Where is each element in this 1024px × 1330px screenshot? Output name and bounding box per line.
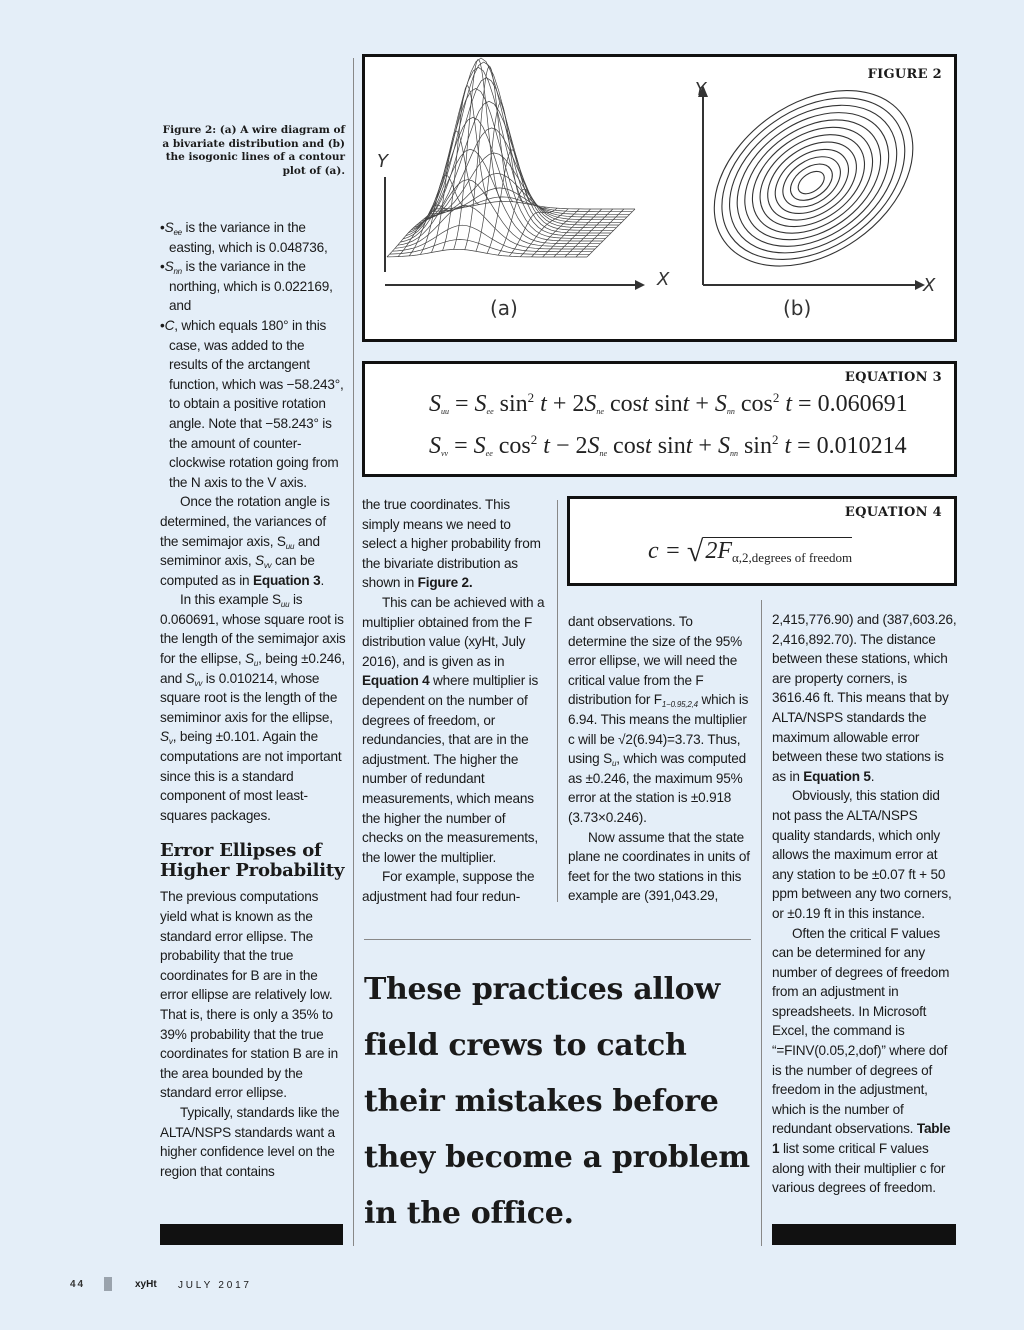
equation-4-subscript: α,2,degrees of freedom [732,550,853,565]
bullet-c: • C, which equals 180° in this case, was added to the results of the arctangent function, which was −58.243°, to obtain a positive rotation angle. Note that −58.243° is the amount of counter-clockwise rotation going from the N axis to the V axis. [160,316,346,492]
equation-4-lhs: c = [648,538,681,564]
paragraph: The previous computations yield what is known as the standard error ellipse. The probability that the true coordinates for B are in the error ellipse are relatively low. That is, there is only a 35% to 39% probability that the true coordinates for station B are in the area bounded by the standard error ellipse. [160,889,338,1101]
decorative-bar [772,1224,956,1245]
pull-quote: These practices allow field crews to catch their mistakes before they become a problem in the office. [364,972,750,1231]
equation-4-formula: c = √2Fα,2,degrees of freedom [648,535,853,568]
contour-line [774,146,850,217]
panel-b-x-axis: X [923,275,936,296]
equation-4-radicand: 2F [705,538,732,564]
footer-divider [104,1277,112,1291]
decorative-bar [160,1224,343,1245]
column-4 [772,610,958,1198]
panel-a-y-axis: Y [377,151,388,172]
contour-line [691,64,935,292]
equation-3-result-1: = 0.060691 [798,391,908,417]
contour-line [722,95,903,264]
wire-line [400,149,600,243]
wire-diagram [387,58,635,257]
figure-label: FIGURE 2 [867,67,942,82]
paragraph: Often the critical F values can be determined for any number of degrees of freedom from an adjustment in spreadsheets. In Microsoft Excel, the command is “=FINV(0.05,2,dof)” where dof is the number of degrees of freedom in the adjustment, which is the number of redundant observations. Table 1 list some critical F values along with their multiplier c for various degrees of freedom. [772,925,951,1196]
table-1-ref: Table 1 [772,1121,951,1157]
equation-5-ref: Equation 5 [803,768,871,784]
contour-line [794,167,828,198]
contour-line [681,57,946,302]
equation-4-label: EQUATION 4 [844,505,942,520]
bullet-snn: • $S_{nn}$ is the variance in the northing, which is 0.022169, and [160,257,346,316]
wire-line [420,175,468,254]
contour-line [743,116,882,246]
equation-4-box [567,496,957,586]
paragraph: Obviously, this station did not pass the ALTA/NSPS quality standards, which only allows the maximum error at any station to be ±0.07 ft + 50 ppm between any two corners, or ±0.19 ft in this instance. [772,788,952,921]
equation-3-ref: Equation 3 [252,572,321,588]
paragraph: dant observations. To determine the size of the 95% error ellipse, we will need the critical value from the F distribution for $F_{1-0.95,2,4}$ which is 6.94. This means the multiplier c will be √2(6.94)=3.73. Thus, using $S_u$, which was computed as ±0.246, the maximum 95% error at the station is ±0.918 (3.73×0.246). [568,614,749,825]
section-heading: Error Ellipses of Higher Probability [160,840,345,882]
figure-2-graphic [365,57,954,339]
equation-4-ref: Equation 4 [362,673,430,689]
column-rule [761,600,762,1246]
pullquote-rule [364,939,751,940]
bullet-see: • $S_{ee}$ is the variance in the easting, which is 0.048736, [160,218,346,257]
paragraph: For example, suppose the adjustment had four redun- [362,869,535,904]
column-rule [353,58,354,1246]
paragraph: Once the rotation angle is determined, the variances of the semimajor axis, $S_{uu}$ and semiminor axis, $S_{vv}$ can be computed as in Equation 3. [160,494,330,588]
paragraph: In this example $S_{uu}$ is 0.060691, whose square root is the length of the semimajor axis for the ellipse, $S_u$, being ±0.246, and $S_{vv}$ is 0.010214, whose square root is the length of the semiminor axis for the ellipse, $S_v$, being ±0.101. Again the computations are not important since this is a standard component of most least-squares packages. [160,592,346,823]
equation-3-line-1: $S_{uu} = S_{ee}$ $\sin^2 t + 2S_{ne}$ cost $\sin t + S_{nn}$ $\cos^2 t = 0.060691$ [429,390,908,417]
paragraph: 2,415,776.90) and (387,603.26, 2,416,892.70). The distance between these stations, which are property corners, is 3616.46 ft. This means that by ALTA/NSPS standards the maximum allowable error between these two stations is as in Equation 5. [772,612,957,784]
panel-b-y-axis: Y [695,79,706,100]
panel-b-tag: (b) [783,296,812,320]
paragraph: Typically, standards like the ALTA/NSPS standards want a higher confidence level on the region that contains [160,1104,340,1179]
column-2 [362,495,548,906]
equation-3-label: EQUATION 3 [844,370,942,385]
equation-3-result-2: = 0.010214 [797,433,907,459]
contour-plot [681,57,946,302]
figure-caption: Figure 2: (a) A wire diagram of a bivariate distribution and (b) the isogonic lines of a contour plot of (a). [162,124,345,177]
column-rule [557,500,558,902]
contour-line [712,85,914,274]
panel-a-tag: (a) [490,296,518,320]
equation-3-box [362,361,957,477]
page-number: 44 [70,1279,86,1290]
equation-3-line-2: $S_{vv} = S_{ee}$ $\cos^2 t - 2S_{ne}$ cost $\sin t + S_{nn}$ $\sin^2 t = 0.010214$ [429,432,907,459]
column-1 [160,218,346,1181]
footer-date: J U L Y 2 0 1 7 [178,1280,249,1291]
column-3 [568,612,754,906]
contour-line [784,157,839,208]
paragraph: Now assume that the state plane ne coordinates in units of feet for the two stations in this example are (391,043.29, [568,829,750,904]
figure-2-box [362,54,957,342]
paragraph: This can be achieved with a multiplier obtained from the F distribution value (xyHt, July 2016), and is given as in Equation 4 where multiplier is dependent on the number of degrees of freedom, or redundancies, that are in the adjustment. The higher the number of redundant measurements, which means the higher the number of checks on the measurements, the lower the multiplier. [362,594,545,865]
figure-2-ref: Figure 2. [417,575,473,591]
paragraph: the true coordinates. This simply means we need to select a higher probability from the bivariate distribution as shown in Figure 2. [362,497,541,591]
wire-line [476,103,524,252]
panel-a-x-axis: X [657,269,670,290]
footer-brand: xyHt [135,1279,157,1290]
